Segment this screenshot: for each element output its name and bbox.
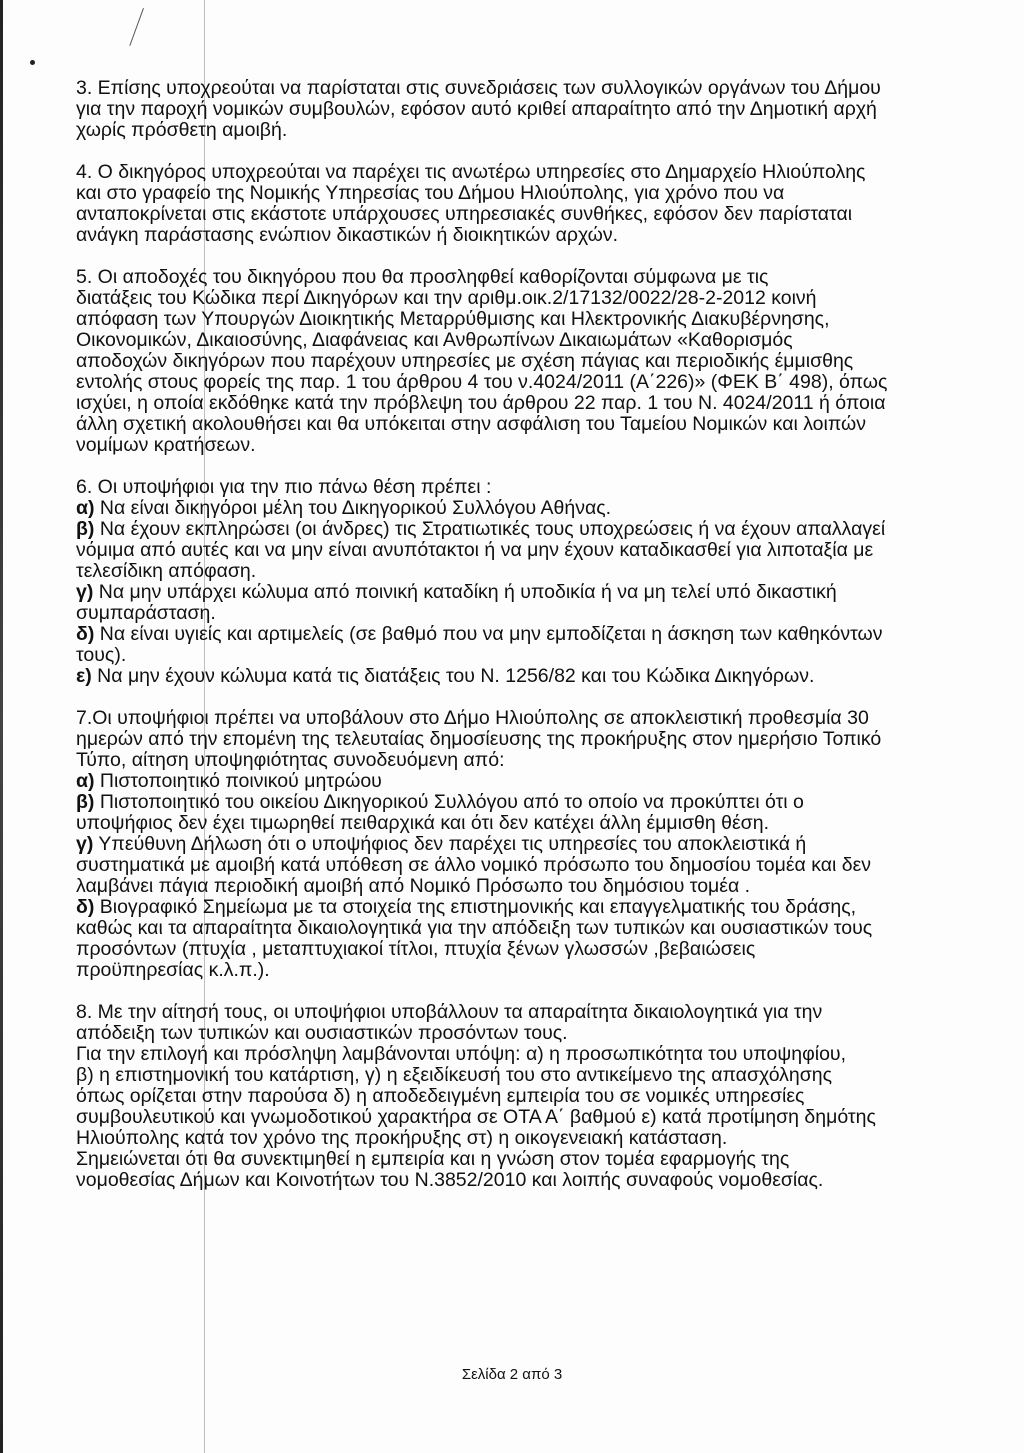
- item-text: λαμβάνει πάγια περιοδική αμοιβή από Νομικό Πρόσωπο του δημόσιου τομέα .: [76, 875, 751, 897]
- section-4: [76, 162, 961, 246]
- margin-dot-mark: [30, 60, 35, 65]
- item-text: προσόντων (πτυχία , μεταπτυχιακοί τίτλοι, πτυχία ξένων γλωσσών ,βεβαιώσεις: [76, 938, 756, 960]
- pen-stroke-mark: [129, 8, 144, 46]
- section-6-line: [76, 540, 961, 561]
- item-text: 6. Οι υποψήφιοι για την πιο πάνω θέση πρέπει :: [76, 476, 492, 498]
- item-text: νόμιμα από αυτές και να μην είναι ανυπότακτοι ή να μην έχουν καταδικασθεί για λιποταξία με: [76, 539, 874, 561]
- item-text: συστηματικά με αμοιβή κατά υπόθεση σε άλλο νομικό πρόσωπο του δημοσίου τομέα και δεν: [76, 854, 872, 876]
- item-label: γ): [76, 833, 94, 855]
- section-7-line: [76, 939, 961, 960]
- section-6-line: [76, 666, 961, 687]
- section-8-line: β) η επιστημονική του κατάρτιση, γ) η εξειδίκευσή του στο αντικείμενο της απασχόλησης: [76, 1064, 833, 1086]
- section-4-line: ανάγκη παράστασης ενώπιον δικαστικών ή διοικητικών αρχών.: [76, 224, 619, 246]
- item-text: Να είναι υγιείς και αρτιμελείς (σε βαθμό που να μην εμποδίζεται η άσκηση των καθηκόντων: [94, 623, 883, 645]
- item-text: Να μην έχουν κώλυμα κατά τις διατάξεις του Ν. 1256/82 και του Κώδικα Δικηγόρων.: [91, 665, 815, 687]
- item-label: ε): [76, 665, 92, 687]
- page-number-footer: Σελίδα 2 από 3: [461, 1366, 563, 1383]
- section-5-line: Οικονομικών, Δικαιοσύνης, Διαφάνειας και Ανθρωπίνων Δικαιωμάτων «Καθορισμός: [76, 329, 793, 351]
- section-8-line: όπως ορίζεται στην παρούσα δ) η αποδεδειγμένη εμπειρία του σε νομικές υπηρεσίες: [76, 1085, 805, 1107]
- item-text: Βιογραφικό Σημείωμα με τα στοιχεία της επιστημονικής και επαγγελματικής του δράσης,: [94, 896, 857, 918]
- item-text: Να μην υπάρχει κώλυμα από ποινική καταδίκη ή υποδικία ή να μη τελεί υπό δικαστική: [93, 581, 837, 603]
- section-6-line: [76, 624, 961, 645]
- section-6-line: [76, 477, 961, 498]
- section-6-line: [76, 582, 961, 603]
- section-7-line: [76, 792, 961, 813]
- item-text: υποψήφιος δεν έχει τιμωρηθεί πειθαρχικά και ότι δεν κατέχει άλλη έμμισθη θέση.: [76, 812, 769, 834]
- section-8-line: Για την επιλογή και πρόσληψη λαμβάνονται υπόψη: α) η προσωπικότητα του υποψηφίου,: [76, 1043, 846, 1065]
- section-5-line: εντολής στους φορείς της παρ. 1 του άρθρου 4 του ν.4024/2011 (Α΄226)» (ΦΕΚ Β΄ 498), όπως: [76, 371, 888, 393]
- section-5-line: άλλη σχετική ακολουθήσει και θα υπόκειται στην ασφάλιση του Ταμείου Νομικών και λοιπών: [76, 413, 867, 435]
- item-text: τελεσίδικη απόφαση.: [76, 560, 257, 582]
- section-7-line: [76, 918, 961, 939]
- item-text: Υπεύθυνη Δήλωση ότι ο υποψήφιος δεν παρέχει τις υπηρεσίες του αποκλειστικά ή: [93, 833, 807, 855]
- section-4-line: ανταποκρίνεται στις εκάστοτε υπάρχουσες υπηρεσιακές συνθήκες, εφόσον δεν παρίσταται: [76, 203, 853, 225]
- item-label: β): [76, 518, 95, 540]
- section-6-line: [76, 645, 961, 666]
- section-6-line: [76, 603, 961, 624]
- section-7-line: [76, 813, 961, 834]
- section-7-line: [76, 855, 961, 876]
- item-text: προϋπηρεσίας κ.λ.π.).: [76, 959, 270, 981]
- section-5-line: διατάξεις του Κώδικα περί Δικηγόρων και την αριθμ.οικ.2/17132/0022/28-2-2012 κοινή: [76, 287, 817, 309]
- section-8-line: Ηλιούπολης κατά τον χρόνο της προκήρυξης στ) η οικογενειακή κατάσταση.: [76, 1127, 728, 1149]
- section-8-line: 8. Με την αίτησή τους, οι υποψήφιοι υποβάλλουν τα απαραίτητα δικαιολογητικά για την: [76, 1001, 823, 1023]
- item-text: 7.Οι υποψήφιοι πρέπει να υποβάλουν στο Δήμο Ηλιούπολης σε αποκλειστική προθεσμία 30: [76, 707, 869, 729]
- scan-left-edge: [0, 0, 3, 1453]
- section-5-line: αποδοχών δικηγόρων που παρέχουν υπηρεσίες με σχέση πάγιας και περιοδικής έμμισθης: [76, 350, 854, 372]
- section-7: [76, 708, 961, 981]
- item-text: Τύπο, αίτηση υποψηφιότητας συνοδευόμενη από:: [76, 749, 505, 771]
- section-7-line: [76, 771, 961, 792]
- section-7-line: [76, 960, 961, 981]
- section-8-line: νομοθεσίας Δήμων και Κοινοτήτων του Ν.3852/2010 και λοιπής συναφούς νομοθεσίας.: [76, 1169, 824, 1191]
- section-5-line: 5. Οι αποδοχές του δικηγόρου που θα προσληφθεί καθορίζονται σύμφωνα με τις: [76, 266, 769, 288]
- section-5-line: απόφαση των Υπουργών Διοικητικής Μεταρρύθμισης και Ηλεκτρονικής Διακυβέρνησης,: [76, 308, 830, 330]
- section-3-line: 3. Επίσης υποχρεούται να παρίσταται στις συνεδριάσεις των συλλογικών οργάνων του Δήμου: [76, 77, 881, 99]
- item-label: β): [76, 791, 95, 813]
- item-text: τους).: [76, 644, 127, 666]
- section-7-line: [76, 897, 961, 918]
- item-text: Πιστοποιητικό ποινικού μητρώου: [94, 770, 382, 792]
- item-label: δ): [76, 896, 95, 918]
- item-label: α): [76, 770, 95, 792]
- section-6: [76, 477, 961, 687]
- item-label: δ): [76, 623, 95, 645]
- section-6-line: [76, 498, 961, 519]
- section-8-line: απόδειξη των τυπικών και ουσιαστικών προσόντων τους.: [76, 1022, 568, 1044]
- item-text: καθώς και τα απαραίτητα δικαιολογητικά για την απόδειξη των τυπικών και ουσιαστικών τους: [76, 917, 873, 939]
- item-label: α): [76, 497, 95, 519]
- section-6-line: [76, 519, 961, 540]
- section-7-line: [76, 834, 961, 855]
- section-3-line: χωρίς πρόσθετη αμοιβή.: [76, 119, 288, 141]
- section-8-line: συμβουλευτικού και γνωμοδοτικού χαρακτήρα σε ΟΤΑ Α΄ βαθμού ε) κατά προτίμηση δημότης: [76, 1106, 876, 1128]
- section-7-line: [76, 708, 961, 729]
- section-7-line: [76, 750, 961, 771]
- section-6-line: [76, 561, 961, 582]
- item-text: ημερών από την επομένη της τελευταίας δημοσίευσης της προκήρυξης στον ημερήσιο Τοπικό: [76, 728, 882, 750]
- section-5-line: ισχύει, η οποία εκδόθηκε κατά την πρόβλεψη του άρθρου 22 παρ. 1 του Ν. 4024/2011 ή όποια: [76, 392, 886, 414]
- item-text: Πιστοποιητικό του οικείου Δικηγορικού Συλλόγου από το οποίο να προκύπτει ότι ο: [94, 791, 804, 813]
- section-3: [76, 78, 961, 141]
- section-3-line: για την παροχή νομικών συμβουλών, εφόσον αυτό κριθεί απαραίτητο από την Δημοτική αρχή: [76, 98, 877, 120]
- section-8: [76, 1002, 961, 1191]
- section-4-line: 4. Ο δικηγόρος υποχρεούται να παρέχει τις ανωτέρω υπηρεσίες στο Δημαρχείο Ηλιούπολης: [76, 161, 866, 183]
- section-5: [76, 267, 961, 456]
- item-label: γ): [76, 581, 94, 603]
- section-8-line: Σημειώνεται ότι θα συνεκτιμηθεί η εμπειρία και η γνώση στον τομέα εφαρμογής της: [76, 1148, 790, 1170]
- section-5-line: νομίμων κρατήσεων.: [76, 434, 256, 456]
- section-7-line: [76, 729, 961, 750]
- section-4-line: και στο γραφείο της Νομικής Υπηρεσίας του Δήμου Ηλιούπολης, για χρόνο που να: [76, 182, 785, 204]
- section-7-line: [76, 876, 961, 897]
- item-text: Να έχουν εκπληρώσει (οι άνδρες) τις Στρατιωτικές τους υποχρεώσεις ή να έχουν απαλλαγεί: [94, 518, 886, 540]
- item-text: Να είναι δικηγόροι μέλη του Δικηγορικού Συλλόγου Αθήνας.: [94, 497, 612, 519]
- item-text: συμπαράσταση.: [76, 602, 216, 624]
- document-body: [76, 78, 961, 1212]
